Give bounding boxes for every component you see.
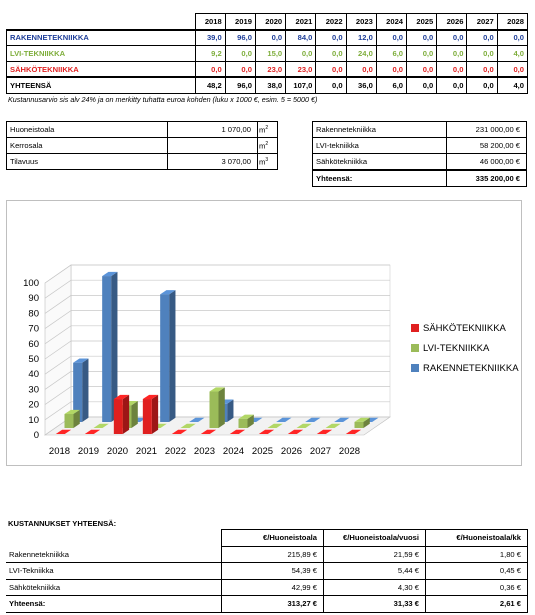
area-row (7, 122, 278, 138)
year-header: 2028 (497, 14, 527, 30)
cell: 6,0 (376, 46, 406, 62)
y-tick-label: 100 (23, 278, 39, 289)
total-label: YHTEENSÄ (7, 77, 196, 93)
total-cell: 0,0 (407, 77, 437, 93)
y-tick-label: 70 (28, 323, 39, 335)
bar-side (82, 359, 88, 422)
bar-side (123, 395, 129, 434)
cell: 23,0 (255, 61, 285, 77)
year-header: 2024 (376, 14, 406, 30)
x-tick-label: 2026 (280, 446, 303, 457)
legend-label: LVI-TEKNIIKKA (423, 343, 490, 354)
summary-header: €/Huoneistoala (222, 530, 324, 547)
cell: 0,0 (346, 61, 376, 77)
area-value (168, 138, 258, 154)
cost-label: Sähkötekniikka (313, 154, 447, 171)
summary-cell: 0,45 € (426, 563, 528, 580)
total-cell: 96,0 (225, 77, 255, 93)
cell: 9,2 (195, 46, 225, 62)
cell: 23,0 (286, 61, 316, 77)
year-header: 2026 (437, 14, 467, 30)
area-unit: $m^2$ (258, 138, 278, 154)
lvi-row (7, 46, 528, 62)
bar-chart (7, 201, 521, 465)
area-label: Huoneistoala (7, 122, 168, 138)
yearly-cost-table (6, 13, 528, 94)
cell: 0,0 (376, 61, 406, 77)
summary-header: €/Huoneistoala/vuosi (324, 530, 426, 547)
cell: 0,0 (407, 61, 437, 77)
cell: 0,0 (407, 30, 437, 46)
cell: 0,0 (316, 30, 346, 46)
year-header: 2027 (467, 14, 497, 30)
cell: 0,0 (255, 30, 285, 46)
total-cell: 36,0 (346, 77, 376, 93)
summary-total-cell: 2,61 € (426, 596, 528, 613)
cost-label: Rakennetekniikka (313, 122, 447, 138)
x-tick-label: 2018 (48, 446, 71, 457)
legend-label: RAKENNETEKNIIKKA (423, 363, 519, 374)
bar (65, 414, 74, 428)
x-tick-label: 2020 (106, 446, 129, 457)
cell: 0,0 (225, 46, 255, 62)
cell: 96,0 (225, 30, 255, 46)
area-unit: $m^2$ (258, 122, 278, 138)
legend-swatch (411, 344, 419, 352)
cell: 0,0 (467, 61, 497, 77)
summary-cell: 5,44 € (324, 563, 426, 580)
summary-row (6, 563, 528, 580)
x-tick-label: 2025 (251, 446, 274, 457)
cost-label: LVI-tekniikka (313, 138, 447, 154)
bar-side (132, 401, 138, 428)
bar (160, 294, 169, 422)
cell: 0,0 (316, 46, 346, 62)
summary-total-cell: 31,33 € (324, 596, 426, 613)
summary-total-cell: 313,27 € (222, 596, 324, 613)
total-cell: 0,0 (467, 77, 497, 93)
year-header: 2019 (225, 14, 255, 30)
x-tick-label: 2021 (135, 446, 158, 457)
year-header: 2020 (255, 14, 285, 30)
cell: 15,0 (255, 46, 285, 62)
y-tick-label: 10 (28, 414, 39, 426)
cell: 0,0 (376, 30, 406, 46)
total-row (7, 77, 528, 93)
legend-label: SÄHKÖTEKNIIKKA (423, 323, 506, 334)
bar-side (219, 387, 225, 428)
cost-total-label: Yhteensä: (313, 170, 447, 187)
year-header: 2025 (407, 14, 437, 30)
summary-row (6, 579, 528, 596)
cell: 12,0 (346, 30, 376, 46)
y-tick-label: 20 (28, 399, 39, 411)
cost-total-row (313, 170, 527, 187)
summary-label: Sähkötekniikka (6, 579, 222, 596)
legend-swatch (411, 324, 419, 332)
cell: 4,0 (497, 46, 527, 62)
summary-cell: 4,30 € (324, 579, 426, 596)
rakenne-row (7, 30, 528, 46)
cell: 0,0 (467, 46, 497, 62)
summary-header-row (6, 530, 528, 547)
year-header: 2021 (286, 14, 316, 30)
x-tick-label: 2022 (164, 446, 187, 457)
area-row (7, 138, 278, 154)
summary-cell: 1,80 € (426, 546, 528, 563)
y-tick-label: 40 (28, 369, 39, 381)
area-label: Tilavuus (7, 154, 168, 170)
cost-value: 58 200,00 € (447, 138, 527, 154)
x-tick-label: 2024 (222, 446, 245, 457)
area-table (6, 121, 278, 170)
cell: 0,0 (437, 30, 467, 46)
year-header: 2022 (316, 14, 346, 30)
year-header-row (7, 14, 528, 30)
x-tick-label: 2023 (193, 446, 216, 457)
area-unit: $m^3$ (258, 154, 278, 170)
summary-cell: 21,59 € (324, 546, 426, 563)
bar (143, 399, 152, 434)
year-header-blank (7, 14, 196, 30)
row-label: SÄHKÖTEKNIIKKA (7, 61, 196, 77)
summary-total-row (6, 596, 528, 613)
cell: 0,0 (467, 30, 497, 46)
row-label: RAKENNETEKNIIKKA (7, 30, 196, 46)
bar (239, 419, 248, 428)
cell: 0,0 (497, 61, 527, 77)
cell: 0,0 (407, 46, 437, 62)
cell: 84,0 (286, 30, 316, 46)
total-cell: 6,0 (376, 77, 406, 93)
summary-cell: 54,39 € (222, 563, 324, 580)
y-tick-label: 30 (28, 384, 39, 396)
total-cell: 4,0 (497, 77, 527, 93)
bar-side (169, 290, 175, 422)
cost-row (313, 138, 527, 154)
cost-row (313, 122, 527, 138)
sahko-row (7, 61, 528, 77)
cell: 24,0 (346, 46, 376, 62)
cost-table (312, 121, 527, 187)
summary-cell: 42,99 € (222, 579, 324, 596)
total-cell: 38,0 (255, 77, 285, 93)
bar (102, 276, 111, 422)
y-tick-label: 50 (28, 354, 39, 365)
cost-value: 231 000,00 € (447, 122, 527, 138)
cell: 0,0 (437, 61, 467, 77)
cost-row (313, 154, 527, 171)
cell: 0,0 (316, 61, 346, 77)
cost-value: 46 000,00 € (447, 154, 527, 171)
x-tick-label: 2019 (77, 446, 100, 457)
summary-label: Rakennetekniikka (6, 546, 222, 563)
summary-header: €/Huoneistoala/kk (426, 530, 528, 547)
chart-area (6, 200, 522, 466)
cost-total-value: 335 200,00 € (447, 170, 527, 187)
x-tick-label: 2027 (309, 446, 332, 457)
summary-row (6, 546, 528, 563)
area-row (7, 154, 278, 170)
summary-header-blank (6, 530, 222, 547)
area-value: 1 070,00 (168, 122, 258, 138)
y-tick-label: 0 (33, 430, 39, 441)
y-tick-label: 90 (28, 293, 39, 305)
legend-swatch (411, 364, 419, 372)
cell: 0,0 (286, 46, 316, 62)
area-label: Kerrosala (7, 138, 168, 154)
summary-total-label: Yhteensä: (6, 596, 222, 613)
cell: 0,0 (437, 46, 467, 62)
bar (210, 392, 219, 428)
summary-cell: 0,36 € (426, 579, 528, 596)
bar (114, 399, 123, 434)
total-cell: 48,2 (195, 77, 225, 93)
cell: 0,0 (497, 30, 527, 46)
summary-table (6, 529, 528, 613)
bar (355, 422, 364, 428)
summary-cell: 215,89 € (222, 546, 324, 563)
cell: 39,0 (195, 30, 225, 46)
y-tick-label: 80 (28, 308, 39, 320)
y-tick-label: 60 (28, 338, 39, 350)
x-tick-label: 2028 (338, 446, 361, 457)
total-cell: 0,0 (316, 77, 346, 93)
row-label: LVI-TEKNIIKKA (7, 46, 196, 62)
summary-label: LVI-Tekniikka (6, 563, 222, 580)
summary-title: KUSTANNUKSET YHTEENSÄ: (8, 519, 117, 528)
bar-side (152, 395, 158, 434)
total-cell: 107,0 (286, 77, 316, 93)
cell: 0,0 (225, 61, 255, 77)
year-header: 2023 (346, 14, 376, 30)
area-value: 3 070,00 (168, 154, 258, 170)
year-header: 2018 (195, 14, 225, 30)
cell: 0,0 (195, 61, 225, 77)
total-cell: 0,0 (437, 77, 467, 93)
cost-note: Kustannusarvio sis alv 24% ja on merkitty tuhatta euroa kohden (luku x 1000 €, esim. 5 = 5000 €) (8, 95, 318, 104)
